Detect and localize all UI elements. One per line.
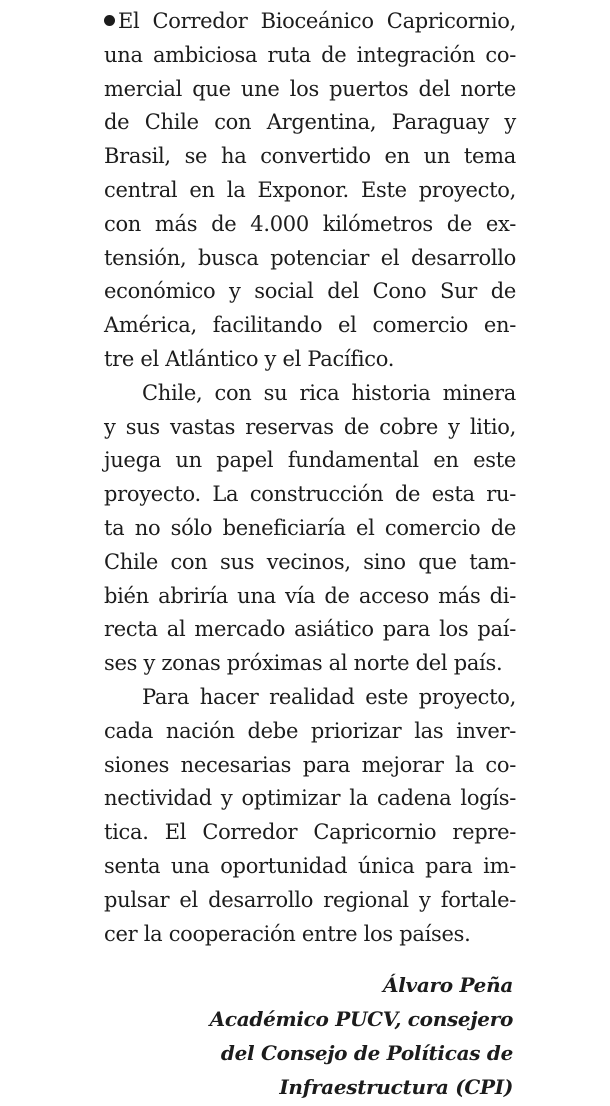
article-body — [104, 5, 516, 951]
paragraph-line: y sus vastas reservas de cobre y litio, — [104, 414, 516, 439]
paragraph-line: con más de 4.000 kilómetros de ex- — [104, 211, 516, 236]
paragraph-line: cada nación debe priorizar las inver- — [104, 718, 516, 743]
paragraph-line: nectividad y optimizar la cadena logís- — [104, 786, 516, 811]
author-role-line: del Consejo de Políticas de — [220, 1041, 513, 1065]
paragraph-1 — [104, 5, 516, 377]
author-role-line: Académico PUCV, consejero — [209, 1007, 513, 1031]
paragraph-line: cer la cooperación entre los países. — [104, 921, 471, 946]
paragraph-line: pulsar el desarrollo regional y fortale- — [104, 887, 516, 912]
paragraph-line: de Chile con Argentina, Paraguay y — [104, 110, 516, 135]
paragraph-line: siones necesarias para mejorar la co- — [104, 752, 516, 777]
paragraph-line: Chile, con su rica historia minera — [142, 380, 516, 405]
paragraph-line: Brasil, se ha convertido en un tema — [104, 144, 516, 169]
paragraph-3 — [104, 681, 516, 951]
paragraph-line: América, facilitando el comercio en- — [104, 313, 516, 338]
paragraph-line: económico y social del Cono Sur de — [104, 279, 516, 304]
paragraph-line: tre el Atlántico y el Pacífico. — [104, 346, 395, 371]
paragraph-line: ses y zonas próximas al norte del país. — [104, 651, 503, 676]
bullet-icon — [104, 15, 115, 26]
paragraph-line: ta no sólo beneficiaría el comercio de — [104, 515, 516, 540]
paragraph-line: bién abriría una vía de acceso más di- — [104, 583, 516, 608]
paragraph-line: El Corredor Bioceánico Capricornio, — [104, 5, 516, 39]
author-signature — [210, 968, 513, 1104]
paragraph-line: senta una oportunidad única para im- — [104, 853, 516, 878]
author-name: Álvaro Peña — [383, 973, 513, 997]
paragraph-line: mercial que une los puertos del norte — [104, 76, 516, 101]
paragraph-line: central en la Exponor. Este proyecto, — [104, 177, 516, 202]
paragraph-2 — [104, 377, 516, 681]
paragraph-line: Chile con sus vecinos, sino que tam- — [104, 549, 516, 574]
paragraph-line: una ambiciosa ruta de integración co- — [104, 42, 516, 67]
article-column — [104, 0, 516, 1106]
paragraph-line: recta al mercado asiático para los paí- — [104, 617, 516, 642]
paragraph-line: Para hacer realidad este proyecto, — [142, 684, 516, 709]
author-role-line: Infraestructura (CPI) — [279, 1075, 513, 1099]
paragraph-line: tensión, busca potenciar el desarrollo — [104, 245, 516, 270]
paragraph-line: proyecto. La construcción de esta ru- — [104, 482, 516, 507]
paragraph-line: juega un papel fundamental en este — [104, 448, 516, 473]
paragraph-line: tica. El Corredor Capricornio repre- — [104, 820, 516, 845]
